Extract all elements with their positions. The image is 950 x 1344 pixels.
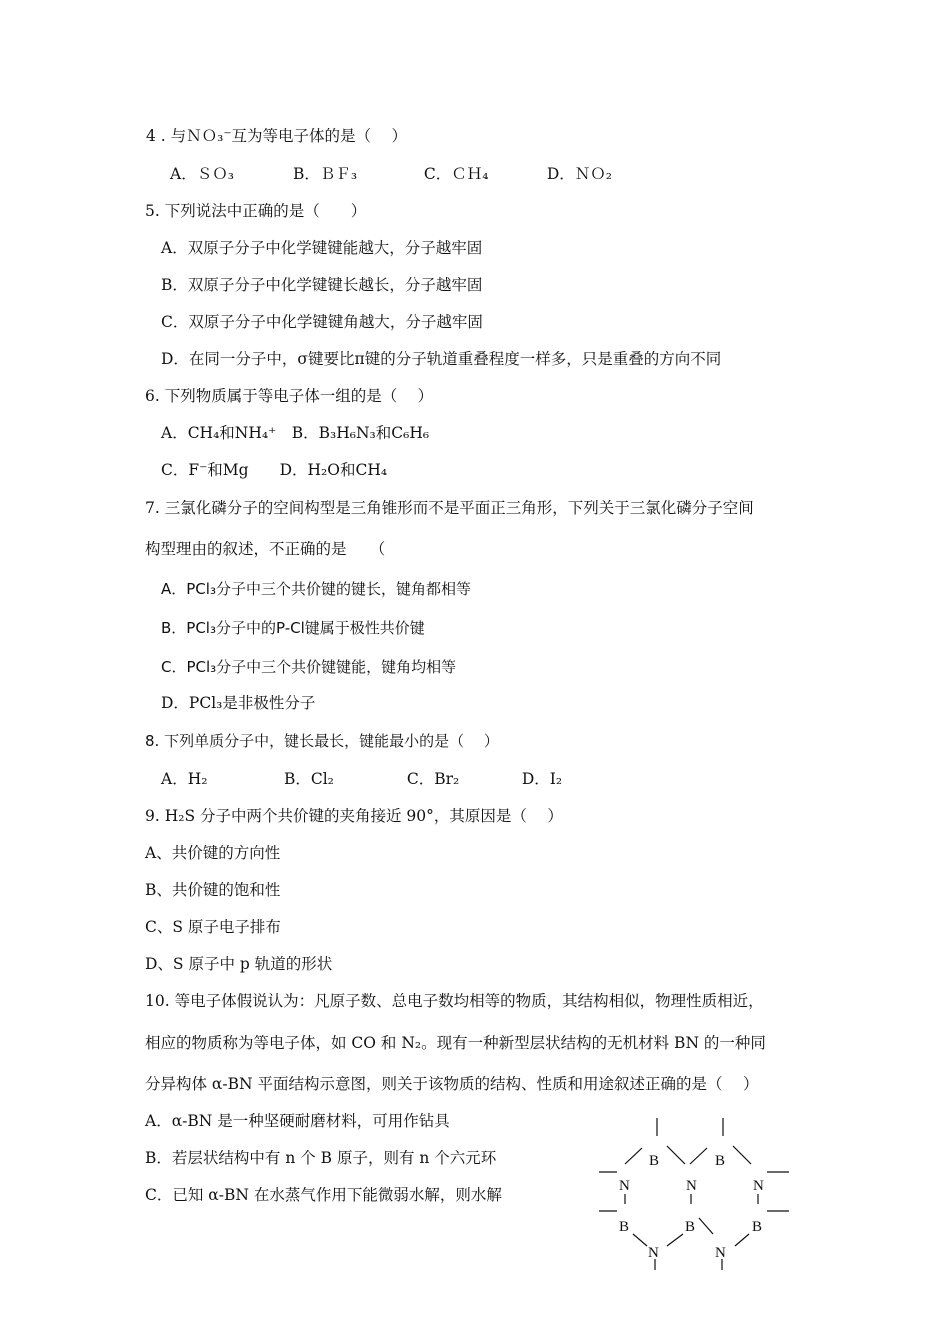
q7-stem-line2: 构型理由的叙述，不正确的是 （	[145, 540, 386, 558]
boron-atom: B	[619, 1219, 630, 1235]
bond-line	[633, 1234, 647, 1246]
nitrogen-atom: N	[619, 1178, 630, 1194]
q8-options	[161, 769, 562, 789]
q6-stem: 6. 下列物质属于等电子体一组的是（ ）	[145, 387, 434, 405]
q9-option-c: C、S 原子电子排布	[145, 918, 281, 936]
bond-line	[733, 1146, 751, 1164]
q4-option-a: A．ＳＯ₃	[170, 165, 234, 183]
nitrogen-atom: N	[753, 1178, 764, 1194]
q5-option-a: A．双原子分子中化学键键能越大，分子越牢固	[161, 239, 483, 257]
q10-option-c: C．已知 α-BN 在水蒸气作用下能微弱水解，则水解	[145, 1186, 502, 1204]
bond-line	[667, 1146, 685, 1164]
q4-option-c: C．ＣＨ₄	[423, 165, 489, 183]
q4-stem: 4 . 与ＮＯ₃⁻互为等电子体的是（ ）	[146, 127, 407, 145]
bond-line	[625, 1148, 642, 1164]
q7-option-c: C．PCl₃分子中三个共价键键能，键角均相等	[161, 658, 457, 676]
q4-option-d: D．ＮＯ₂	[546, 165, 612, 183]
q9-option-d: D、S 原子中 p 轨道的形状	[145, 955, 333, 973]
boron-atom: B	[715, 1153, 726, 1169]
q8-option-d: D．I₂	[521, 770, 563, 788]
q8-option-a: A．H₂	[161, 770, 208, 788]
bond-line	[699, 1218, 713, 1234]
q6-options-line1: A．CH₄和NH₄⁺ B．B₃H₆N₃和C₆H₆	[161, 424, 430, 442]
q4-option-b: B．ＢＦ₃	[292, 165, 358, 183]
bond-line	[667, 1234, 683, 1246]
alpha-bn-structure-diagram	[595, 1112, 795, 1272]
q5-option-d: D．在同一分子中，σ键要比π键的分子轨道重叠程度一样多，只是重叠的方向不同	[161, 350, 722, 368]
boron-atom: B	[685, 1219, 696, 1235]
nitrogen-atom: N	[715, 1245, 726, 1261]
q9-option-a: A、共价键的方向性	[145, 844, 281, 862]
q7-option-d: D．PCl₃是非极性分子	[161, 694, 316, 712]
nitrogen-atom: N	[648, 1245, 659, 1261]
q8-option-b: B．Cl₂	[283, 770, 334, 788]
q4-options	[170, 164, 612, 184]
boron-atom: B	[649, 1153, 660, 1169]
bond-line	[735, 1234, 749, 1246]
q7-option-a: A．PCl₃分子中三个共价键的键长，键角都相等	[161, 580, 471, 598]
q9-stem: 9. H₂S 分子中两个共价键的夹角接近 90°，其原因是（ ）	[145, 807, 563, 825]
q5-stem: 5. 下列说法中正确的是（ ）	[145, 202, 367, 220]
q8-stem: 8. 下列单质分子中，键长最长，键能最小的是（ ）	[145, 732, 499, 750]
q6-options-line2: C．F⁻和Mg D．H₂O和CH₄	[161, 461, 388, 479]
q8-option-c: C．Br₂	[406, 770, 460, 788]
q10-stem-line1: 10. 等电子体假说认为：凡原子数、总电子数均相等的物质，其结构相似，物理性质相近，	[145, 992, 764, 1010]
q10-option-b: B．若层状结构中有 n 个 B 原子，则有 n 个六元环	[145, 1149, 497, 1167]
q5-option-b: B．双原子分子中化学键键长越长，分子越牢固	[161, 276, 483, 294]
boron-atom: B	[752, 1219, 763, 1235]
q9-option-b: B、共价键的饱和性	[145, 881, 281, 899]
bond-line	[690, 1148, 707, 1164]
q7-option-b: B．PCl₃分子中的P-Cl键属于极性共价键	[161, 619, 425, 637]
q5-option-c: C．双原子分子中化学键键角越大，分子越牢固	[161, 313, 483, 331]
q7-stem-line1: 7. 三氯化磷分子的空间构型是三角锥形而不是平面正三角形，下列关于三氯化磷分子空间	[145, 499, 754, 517]
q10-stem-line2: 相应的物质称为等电子体，如 CO 和 N₂。现有一种新型层状结构的无机材料 BN 的一种同	[145, 1034, 766, 1052]
q10-stem-line3: 分异构体 α-BN 平面结构示意图，则关于该物质的结构、性质和用途叙述正确的是（ ）	[145, 1075, 759, 1093]
nitrogen-atom: N	[686, 1178, 697, 1194]
q10-option-a: A．α-BN 是一种坚硬耐磨材料，可用作钻具	[145, 1112, 450, 1130]
